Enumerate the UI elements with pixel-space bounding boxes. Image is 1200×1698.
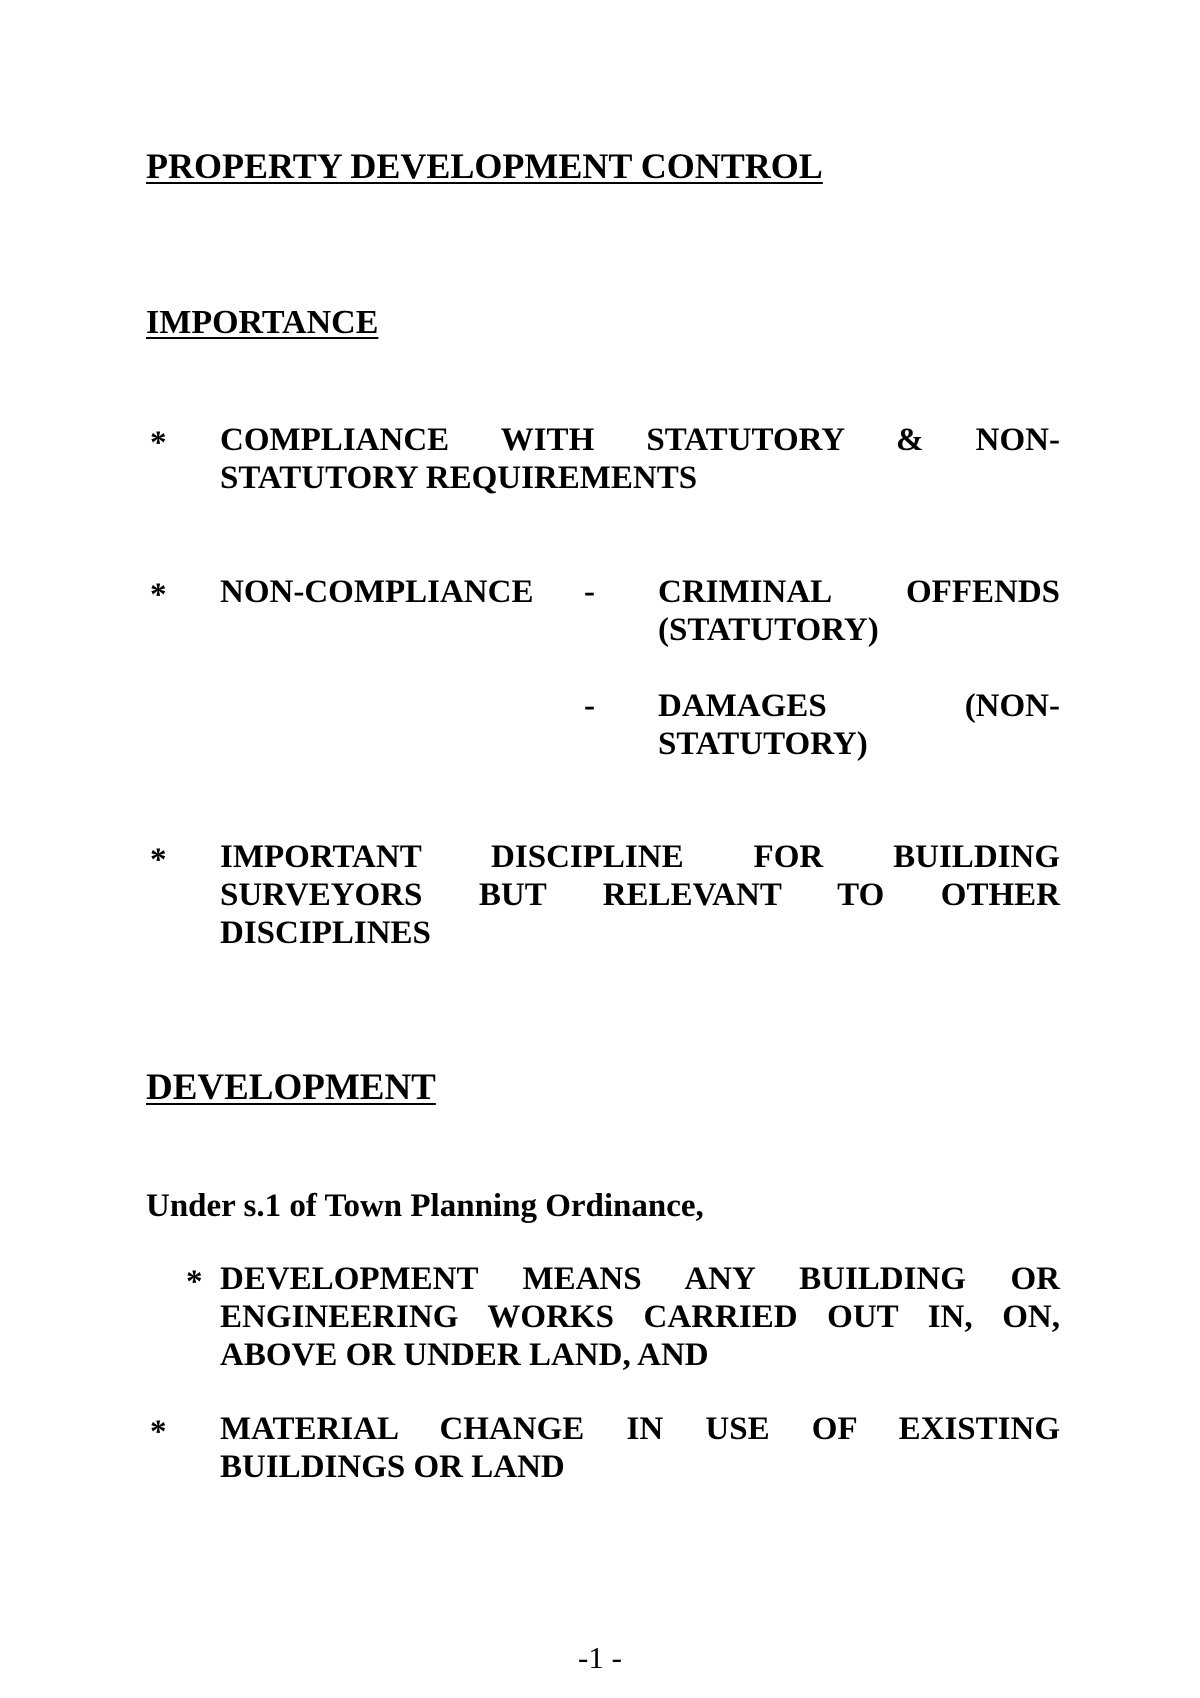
importance-item-discipline	[220, 838, 1060, 952]
bullet-star: *	[186, 1264, 203, 1300]
non-compliance-damages-line1: DAMAGES (NON-	[658, 688, 1060, 724]
non-compliance-criminal	[658, 573, 1060, 649]
non-compliance-criminal-line2: (STATUTORY)	[658, 612, 879, 648]
development-intro: Under s.1 of Town Planning Ordinance,	[146, 1188, 704, 1224]
development-item-material-change	[220, 1410, 1060, 1486]
dash-marker: -	[584, 688, 595, 724]
importance-item-compliance-line2: STATUTORY REQUIREMENTS	[220, 460, 698, 496]
importance-item-discipline-line1: IMPORTANT DISCIPLINE FOR BUILDING	[220, 839, 1060, 875]
development-item-definition-line3: ABOVE OR UNDER LAND, AND	[220, 1337, 709, 1373]
importance-item-discipline-line2: SURVEYORS BUT RELEVANT TO OTHER	[220, 877, 1060, 913]
development-item-definition	[220, 1260, 1060, 1374]
development-item-material-change-line2: BUILDINGS OR LAND	[220, 1449, 565, 1485]
non-compliance-criminal-line1: CRIMINAL OFFENDS	[658, 574, 1060, 610]
document-title: PROPERTY DEVELOPMENT CONTROL	[146, 146, 823, 186]
non-compliance-damages-line2: STATUTORY)	[658, 726, 868, 762]
bullet-star: *	[150, 1414, 167, 1450]
development-item-definition-line1: DEVELOPMENT MEANS ANY BUILDING OR	[220, 1261, 1060, 1297]
non-compliance-label: NON-COMPLIANCE	[220, 574, 534, 610]
non-compliance-damages	[658, 687, 1060, 763]
bullet-star: *	[150, 842, 167, 878]
bullet-star: *	[150, 425, 167, 461]
page-number: -1 -	[578, 1640, 622, 1675]
section-heading-development: DEVELOPMENT	[146, 1067, 436, 1108]
section-heading-importance: IMPORTANCE	[146, 304, 379, 341]
development-item-definition-line2: ENGINEERING WORKS CARRIED OUT IN, ON,	[220, 1299, 1060, 1335]
bullet-star: *	[150, 577, 167, 613]
importance-item-discipline-line3: DISCIPLINES	[220, 915, 431, 951]
dash-marker: -	[584, 574, 595, 610]
development-item-material-change-line1: MATERIAL CHANGE IN USE OF EXISTING	[220, 1411, 1060, 1447]
importance-item-compliance-line1: COMPLIANCE WITH STATUTORY & NON-	[220, 422, 1060, 458]
importance-item-compliance	[220, 421, 1060, 497]
